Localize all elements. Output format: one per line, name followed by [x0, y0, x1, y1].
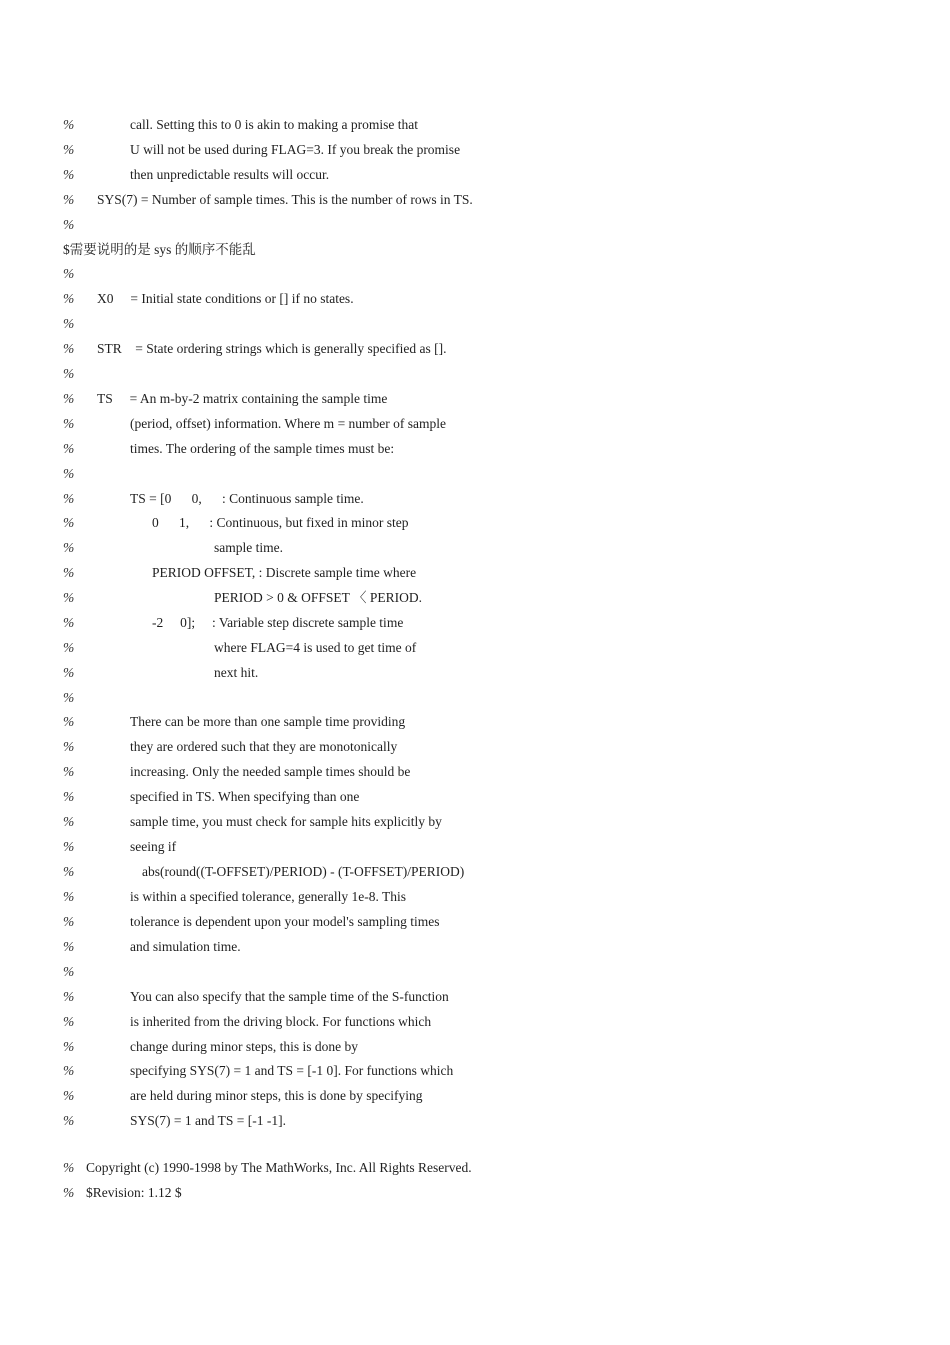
line-text: then unpredictable results will occur. — [130, 167, 330, 182]
comment-marker: % — [63, 142, 75, 157]
text-line — [0, 362, 950, 386]
comment-marker: % — [63, 939, 75, 954]
comment-marker: % — [63, 615, 75, 630]
comment-marker: % — [63, 889, 75, 904]
line-text: increasing. Only the needed sample times should be — [130, 764, 411, 779]
line-text: $需要说明的是 sys 的顺序不能乱 — [63, 242, 256, 257]
comment-marker: % — [63, 1160, 75, 1175]
line-text: is inherited from the driving block. For functions which — [130, 1014, 432, 1029]
text-line — [0, 163, 950, 187]
line-text: SYS(7) = Number of sample times. This is the number of rows in TS. — [97, 192, 473, 207]
text-line — [0, 462, 950, 486]
text-line — [0, 835, 950, 859]
text-line — [0, 412, 950, 436]
comment-marker: % — [63, 316, 75, 331]
text-line — [0, 710, 950, 734]
line-text: -2 0]; : Variable step discrete sample time — [152, 615, 404, 630]
line-text: change during minor steps, this is done by — [130, 1039, 358, 1054]
comment-marker: % — [63, 117, 75, 132]
comment-marker: % — [63, 714, 75, 729]
text-line — [0, 960, 950, 984]
text-line — [0, 760, 950, 784]
comment-marker: % — [63, 1113, 75, 1128]
text-line — [0, 437, 950, 461]
text-line — [0, 785, 950, 809]
comment-marker: % — [63, 1185, 75, 1200]
line-text: TS = [0 0, : Continuous sample time. — [130, 491, 364, 506]
comment-marker: % — [63, 291, 75, 306]
comment-marker: % — [63, 192, 75, 207]
line-text: There can be more than one sample time providing — [130, 714, 406, 729]
comment-marker: % — [63, 1088, 75, 1103]
text-line — [0, 287, 950, 311]
text-line — [0, 735, 950, 759]
comment-marker: % — [63, 665, 75, 680]
text-line — [0, 636, 950, 660]
comment-marker: % — [63, 1039, 75, 1054]
text-line — [0, 536, 950, 560]
line-text: 0 1, : Continuous, but fixed in minor step — [152, 515, 409, 530]
comment-marker: % — [63, 590, 75, 605]
line-text: are held during minor steps, this is done by specifying — [130, 1088, 423, 1103]
comment-marker: % — [63, 391, 75, 406]
comment-marker: % — [63, 814, 75, 829]
text-line — [0, 1156, 950, 1180]
text-line — [0, 860, 950, 884]
text-line — [0, 1109, 950, 1133]
text-line — [0, 511, 950, 535]
comment-marker: % — [63, 989, 75, 1004]
text-line — [0, 138, 950, 162]
text-line — [0, 561, 950, 585]
text-line — [0, 935, 950, 959]
comment-marker: % — [63, 839, 75, 854]
line-text: abs(round((T-OFFSET)/PERIOD) - (T-OFFSET)/PERIOD) — [142, 864, 465, 879]
comment-marker: % — [63, 416, 75, 431]
text-line — [0, 810, 950, 834]
comment-marker: % — [63, 1014, 75, 1029]
comment-marker: % — [63, 1063, 75, 1078]
text-line — [0, 686, 950, 710]
line-text: seeing if — [130, 839, 177, 854]
comment-marker: % — [63, 964, 75, 979]
line-text: Copyright (c) 1990-1998 by The MathWorks, Inc. All Rights Reserved. — [86, 1160, 472, 1175]
text-line — [0, 1059, 950, 1083]
text-line — [0, 1181, 950, 1205]
line-text: U will not be used during FLAG=3. If you break the promise — [130, 142, 461, 157]
line-text: specified in TS. When specifying than one — [130, 789, 360, 804]
line-text: specifying SYS(7) = 1 and TS = [-1 0]. For functions which — [130, 1063, 454, 1078]
text-line — [0, 1035, 950, 1059]
text-line — [0, 661, 950, 685]
text-line — [0, 238, 950, 262]
line-text: where FLAG=4 is used to get time of — [214, 640, 417, 655]
line-text: call. Setting this to 0 is akin to making a promise that — [130, 117, 418, 132]
comment-marker: % — [63, 914, 75, 929]
comment-marker: % — [63, 515, 75, 530]
comment-marker: % — [63, 366, 75, 381]
comment-marker: % — [63, 640, 75, 655]
text-line — [0, 113, 950, 137]
text-line — [0, 910, 950, 934]
text-line — [0, 885, 950, 909]
comment-marker: % — [63, 739, 75, 754]
text-line — [0, 1010, 950, 1034]
line-text: next hit. — [214, 665, 259, 680]
text-line — [0, 337, 950, 361]
line-text: SYS(7) = 1 and TS = [-1 -1]. — [130, 1113, 286, 1128]
line-text: X0 = Initial state conditions or [] if no states. — [97, 291, 354, 306]
line-text: is within a specified tolerance, generally 1e-8. This — [130, 889, 407, 904]
comment-marker: % — [63, 217, 75, 232]
comment-marker: % — [63, 441, 75, 456]
comment-marker: % — [63, 764, 75, 779]
line-text: tolerance is dependent upon your model's sampling times — [130, 914, 440, 929]
line-text: sample time, you must check for sample hits explicitly by — [130, 814, 442, 829]
line-text: (period, offset) information. Where m = number of sample — [130, 416, 447, 431]
comment-marker: % — [63, 266, 75, 281]
comment-marker: % — [63, 167, 75, 182]
line-text: You can also specify that the sample time of the S-function — [130, 989, 449, 1004]
line-text: TS = An m-by-2 matrix containing the sample time — [97, 391, 388, 406]
line-text: PERIOD OFFSET, : Discrete sample time where — [152, 565, 417, 580]
comment-marker: % — [63, 341, 75, 356]
text-line — [0, 213, 950, 237]
text-line — [0, 312, 950, 336]
comment-marker: % — [63, 789, 75, 804]
text-line — [0, 586, 950, 610]
comment-marker: % — [63, 690, 75, 705]
line-text: $Revision: 1.12 $ — [86, 1185, 182, 1200]
text-line — [0, 262, 950, 286]
line-text: sample time. — [214, 540, 283, 555]
comment-marker: % — [63, 540, 75, 555]
text-line — [0, 487, 950, 511]
comment-marker: % — [63, 565, 75, 580]
line-text: times. The ordering of the sample times must be: — [130, 441, 395, 456]
line-text: PERIOD > 0 & OFFSET 〈 PERIOD. — [214, 590, 423, 605]
text-line — [0, 1084, 950, 1108]
line-text: STR = State ordering strings which is generally specified as []. — [97, 341, 447, 356]
text-line — [0, 611, 950, 635]
comment-marker: % — [63, 491, 75, 506]
comment-marker: % — [63, 864, 75, 879]
text-line — [0, 387, 950, 411]
line-text: and simulation time. — [130, 939, 241, 954]
text-line — [0, 985, 950, 1009]
text-line — [0, 188, 950, 212]
comment-marker: % — [63, 466, 75, 481]
line-text: they are ordered such that they are monotonically — [130, 739, 398, 754]
